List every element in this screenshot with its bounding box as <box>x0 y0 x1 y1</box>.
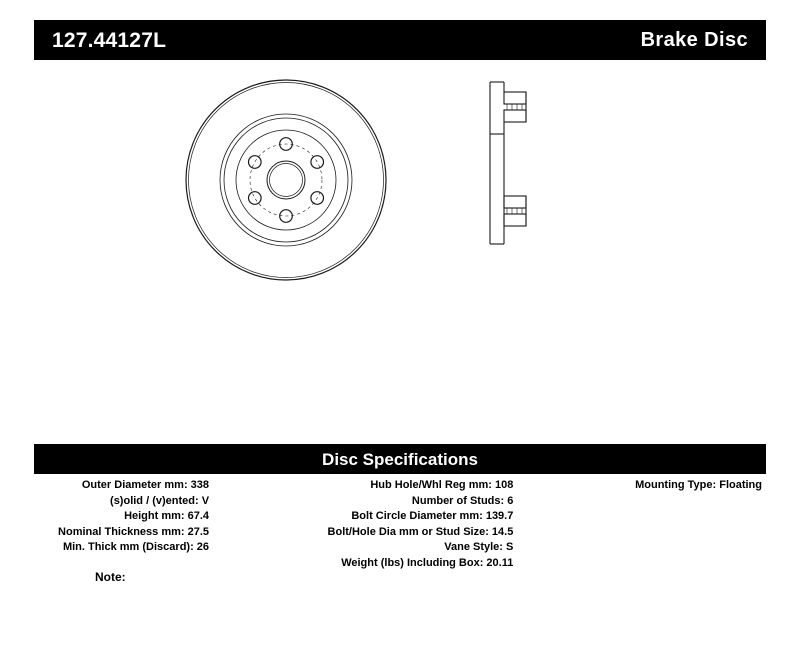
brake-disc-face-view <box>186 80 386 280</box>
spec-row: Mounting Type: Floating <box>635 479 762 491</box>
disc-specifications-bar <box>34 444 766 474</box>
disc-specifications-title: Disc Specifications <box>322 449 478 469</box>
spec-row: Hub Hole/Whl Reg mm: 108 <box>370 479 514 491</box>
spec-row: Nominal Thickness mm: 27.5 <box>58 525 210 538</box>
spec-row: Vane Style: S <box>444 541 514 554</box>
spec-column-mounting <box>513 478 766 494</box>
part-number: 127.44127L <box>52 28 167 52</box>
note-label: Note: <box>95 570 126 584</box>
spec-column-dimensions <box>34 478 209 556</box>
spec-column-hub-and-studs <box>209 478 513 572</box>
disc-specifications-columns <box>34 478 766 572</box>
spec-row: (s)olid / (v)ented: V <box>110 494 210 507</box>
spec-row: Bolt Circle Diameter mm: 139.7 <box>351 510 514 523</box>
spec-row: Number of Studs: 6 <box>411 494 514 507</box>
brake-disc-drawing-svg <box>34 70 766 290</box>
brake-disc-cross-section-view <box>490 82 526 244</box>
document-header-bar <box>34 20 766 60</box>
spec-row: Height mm: 67.4 <box>124 510 210 523</box>
spec-row: Bolt/Hole Dia mm or Stud Size: 14.5 <box>327 525 514 538</box>
spec-row: Weight (lbs) Including Box: 20.11 <box>341 556 514 569</box>
page-title: Brake Disc <box>640 29 748 51</box>
spec-row: Outer Diameter mm: 338 <box>81 479 210 491</box>
spec-row: Min. Thick mm (Discard): 26 <box>62 541 210 554</box>
technical-drawing <box>34 70 766 425</box>
